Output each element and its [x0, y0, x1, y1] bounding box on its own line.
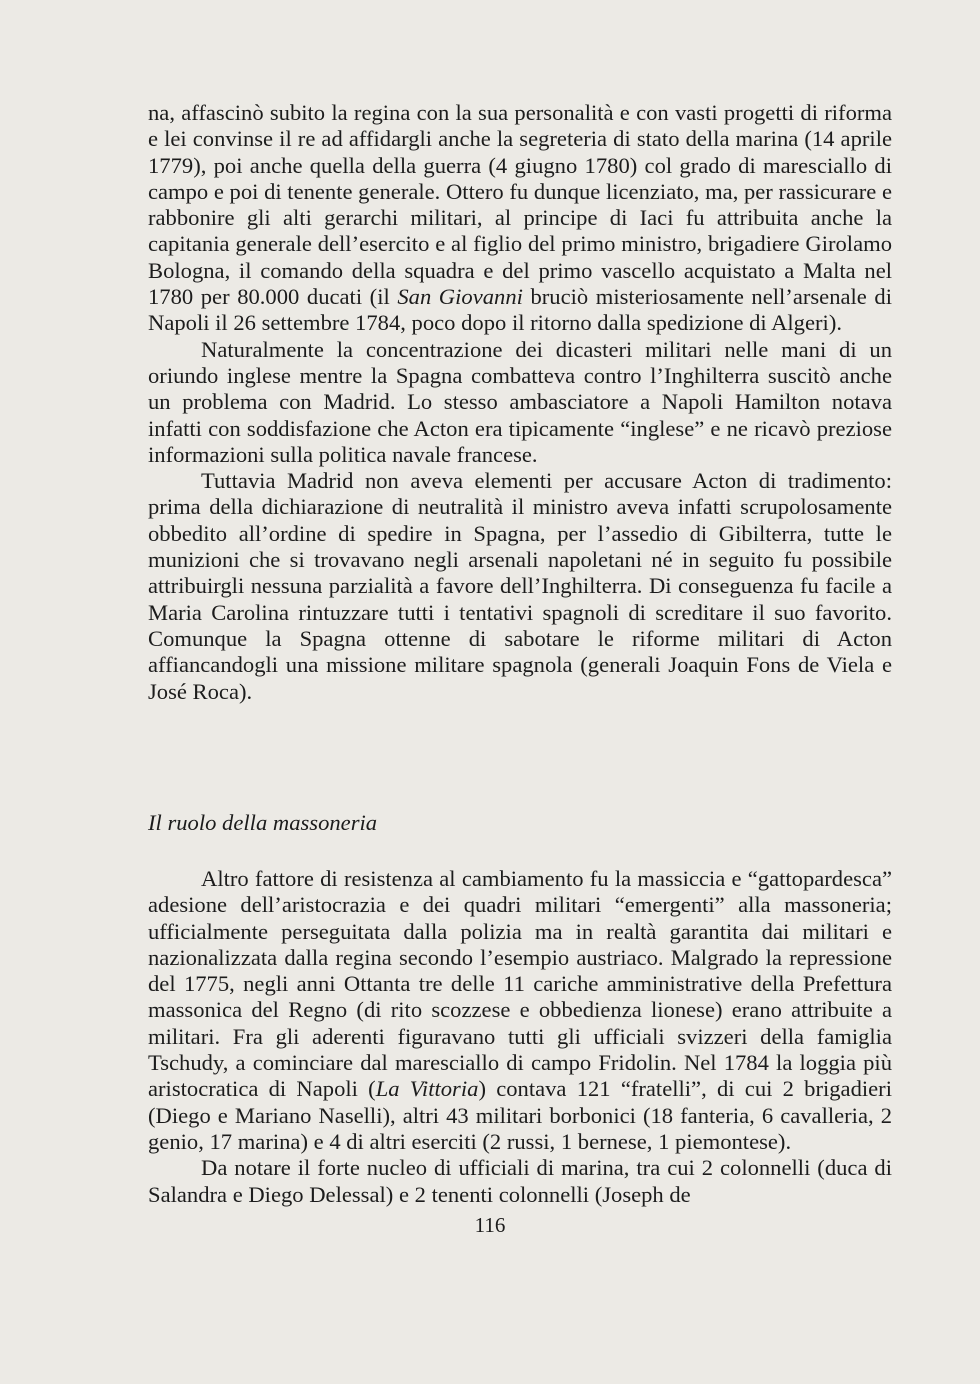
lodge-name-italic: La Vittoria — [375, 1076, 479, 1102]
top-text-block — [148, 100, 892, 705]
paragraph-continuation: na, affascinò subito la regina con la sua personalità e con vasti progetti di riforma e lei convinse il re ad affidargli anche la segreteria di stato della marina (14 aprile 1779), poi anche quella della guerra (4 giugno 1780) col grado di maresciallo di campo e poi di tenente generale. Ottero fu dunque licenziato, ma, per rassicurare e rabbonire gli alti gerarchi militari, al principe di Iaci fu attribuita anche la capitania generale dell’esercito e al figlio del primo ministro, brigadiere Girolamo Bologna, il comando della squadra e del primo vascello acquistato a Malta nel 1780 per 80.000 ducati (il San Giovanni bruciò misteriosamente nell’arsenale di Napoli il 26 settembre 1784, poco dopo il ritorno dalla spedizione di Algeri). — [148, 100, 893, 336]
section-heading: Il ruolo della massoneria — [148, 810, 378, 835]
paragraph: Naturalmente la concentrazione dei dicasteri militari nelle mani di un oriundo inglese mentre la Spagna combatteva contro l’Inghilterra suscitò anche un problema con Madrid. Lo stesso ambasciatore a Napoli Hamilton notava infatti con soddisfazione che Acton era tipicamente “inglese” e ne ricavò preziose informazioni sulla politica navale francese. — [148, 336, 892, 467]
bottom-text-block — [148, 866, 892, 1208]
paragraph: Da notare il forte nucleo di ufficiali di marina, tra cui 2 colonnelli (duca di Salandra e Diego Delessal) e 2 tenenti colonnelli (Joseph de — [148, 1155, 892, 1207]
ship-name-italic: San Giovanni — [397, 284, 523, 310]
paragraph: Tuttavia Madrid non aveva elementi per accusare Acton di tradimento: prima della dichiarazione di neutralità il ministro aveva infatti scrupolosamente obbedito all’ordine di spedire in Spagna, per l’assedio di Gibilterra, tutte le munizioni che si trovavano negli arsenali napoletani né in seguito fu possibile attribuirgli nessuna parzialità a favore dell’Inghilterra. Di conseguenza fu facile a Maria Carolina rintuzzare tutti i tentativi spagnoli di screditare il suo favorito. Comunque la Spagna ottenne di sabotare le riforme militari di Acton affiancandogli una missione militare spagnola (generali Joaquin Fons de Viela e José Roca). — [148, 468, 892, 704]
paragraph: Altro fattore di resistenza al cambiamento fu la massiccia e “gattopardesca” adesione dell’aristocrazia e dei quadri militari “emergenti” alla massoneria; ufficialmente perseguitata dalla polizia ma in realtà garantita dai militari e nazionalizzata dalla regina secondo l’esempio austriaco. Malgrado la repressione del 1775, negli anni Ottanta tre delle 11 cariche amministrative della Prefettura massonica del Regno (di rito scozzese e obbedienza lionese) erano attribuite a militari. Fra gli aderenti figuravano tutti gli ufficiali svizzeri della famiglia Tschudy, a cominciare dal maresciallo di campo Fridolin. Nel 1784 la loggia più aristocratica di Napoli (La Vittoria) contava 121 “fratelli”, di cui 2 brigadieri (Diego e Mariano Naselli), altri 43 militari borbonici (18 fanteria, 6 cavalleria, 2 genio, 17 marina) e 4 di altri eserciti (2 russi, 1 bernese, 1 piemontese). — [148, 866, 892, 1154]
page-number: 116 — [474, 1213, 506, 1237]
